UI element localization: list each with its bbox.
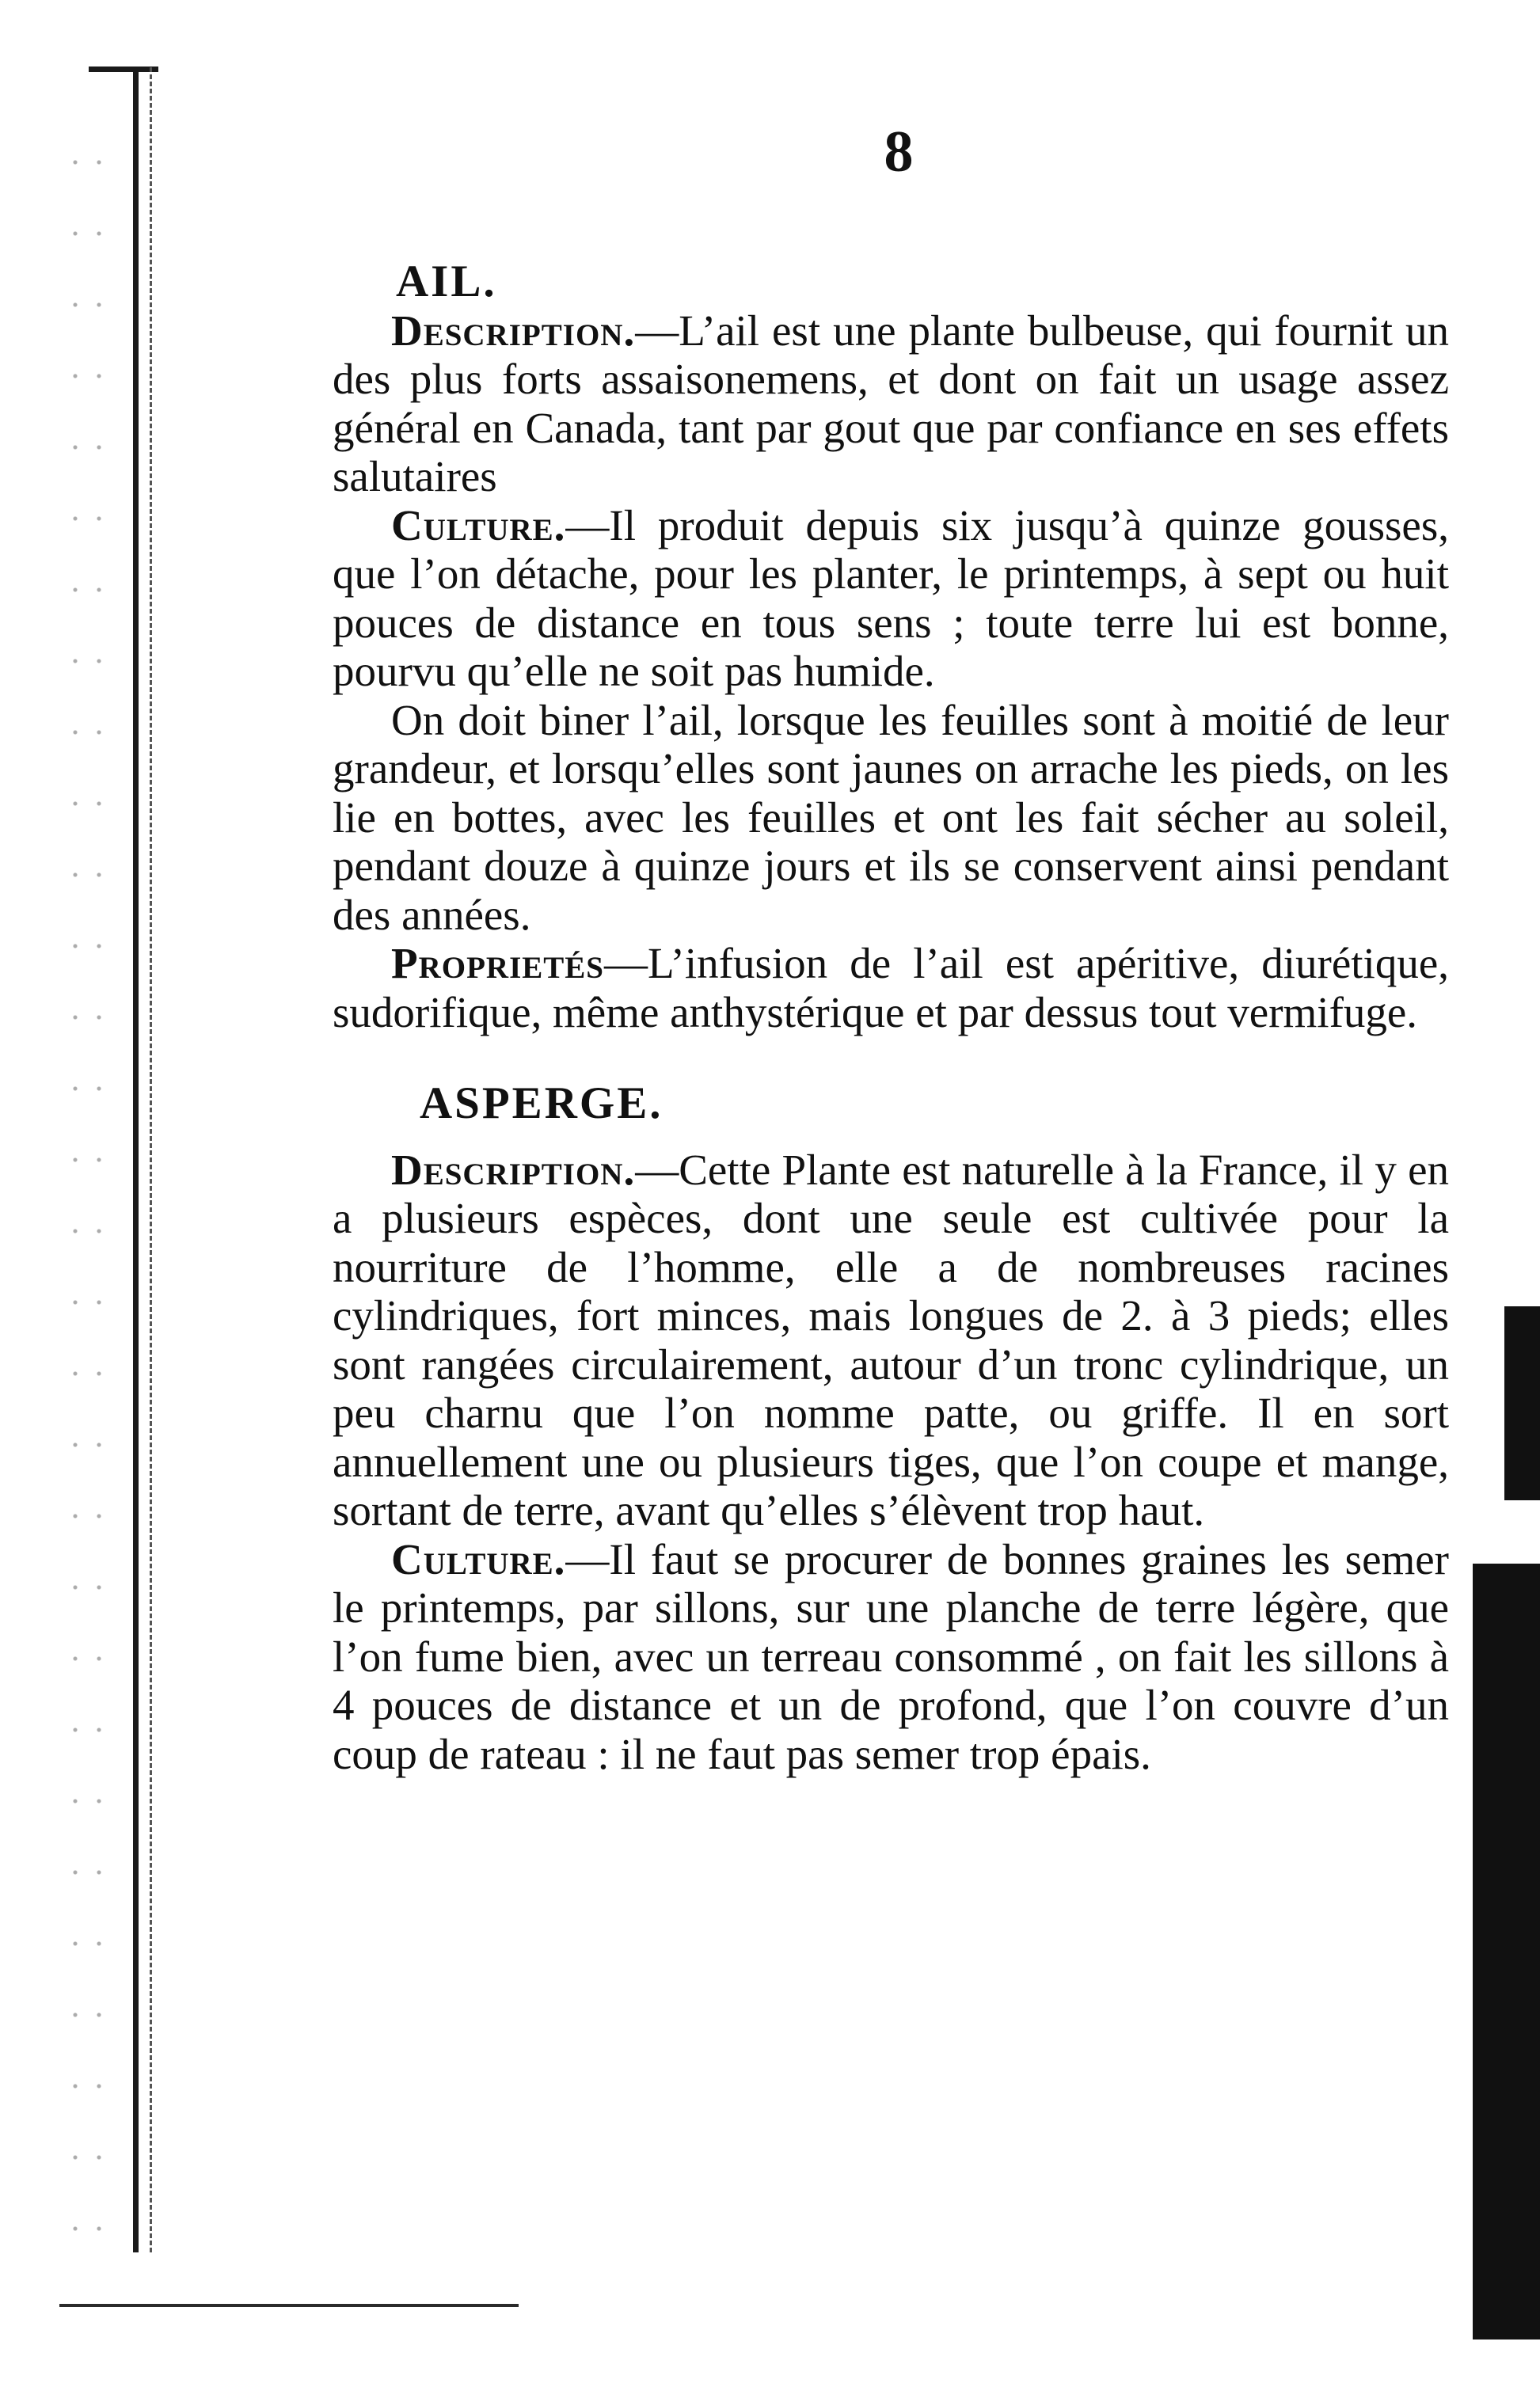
paragraph xyxy=(333,1535,1449,1779)
page-number: 8 xyxy=(884,120,914,184)
paragraph xyxy=(333,939,1449,1036)
binding-shadow xyxy=(63,127,119,2264)
paragraph-label: Proprietés xyxy=(391,939,604,987)
paragraph-label: Description. xyxy=(391,306,636,355)
paragraph-label: Description. xyxy=(391,1145,636,1194)
paragraph-text: —Il faut se procurer de bonnes graines les semer le printemps, par sillons, sur une planche de terre légère, que l’on fume bien, avec un terreau consommé , on fait les sillons à 4 pouces de distance et un de profond, que l’on couvre d’un coup de rateau : il ne faut pas semer trop épais. xyxy=(333,1534,1449,1778)
page-edge-shadow-upper xyxy=(1504,1306,1540,1500)
paragraph xyxy=(333,1146,1449,1535)
paragraph-label: Culture. xyxy=(391,500,566,549)
paragraph-text: —Il produit depuis six jusqu’à quinze gousses, que l’on détache, pour les planter, le printemps, à sept ou huit pouces de distance en tous sens ; toute terre lui est bonne, pourvu qu’elle ne soit pas humide. xyxy=(333,500,1449,695)
paragraph-text: —Cette Plante est naturelle à la France, il y en a plusieurs espèces, dont une seule est cultivée pour la nourriture de l’homme, elle a de nombreuses racines cylindriques, fort minces, mais longues de 2. à 3 pieds; elles sont rangées circulairement, autour d’un tronc cylindrique, un peu charnu que l’on nomme patte, ou griffe. Il en sort annuellement une ou plusieurs tiges, que l’on coupe et mange, sortant de terre, avant qu’elles s’élèvent trop haut. xyxy=(333,1145,1449,1534)
paragraph xyxy=(333,696,1449,940)
paragraph-text: On doit biner l’ail, lorsque les feuilles sont à moitié de leur grandeur, et lorsqu’elles sont jaunes on arrache les pieds, on les lie en bottes, avec les feuilles et ont les fait sécher au soleil, pendant douze à quinze jours et ils se conservent ainsi pendant des années. xyxy=(333,695,1449,939)
paragraph-text: —L’ail est une plante bulbeuse, qui fournit un des plus forts assaisonemens, et dont on fait un usage assez général en Canada, tant par gout que par confiance en ses effets salutaires xyxy=(333,306,1449,500)
page-body xyxy=(333,257,1449,1778)
binding-edge-bottom xyxy=(59,2304,519,2307)
paragraph-text: —L’infusion de l’ail est apéritive, diurétique, sudorifique, même anthystérique et par dessus tout vermifuge. xyxy=(333,939,1449,1036)
paragraph-label: Culture. xyxy=(391,1534,566,1583)
paragraph xyxy=(333,306,1449,501)
paragraph xyxy=(333,501,1449,696)
binding-edge xyxy=(133,67,152,2252)
page-edge-shadow-lower xyxy=(1473,1564,1540,2339)
section-title-asperge: ASPERGE. xyxy=(420,1078,664,1128)
section-title-ail: AIL. xyxy=(396,257,497,306)
